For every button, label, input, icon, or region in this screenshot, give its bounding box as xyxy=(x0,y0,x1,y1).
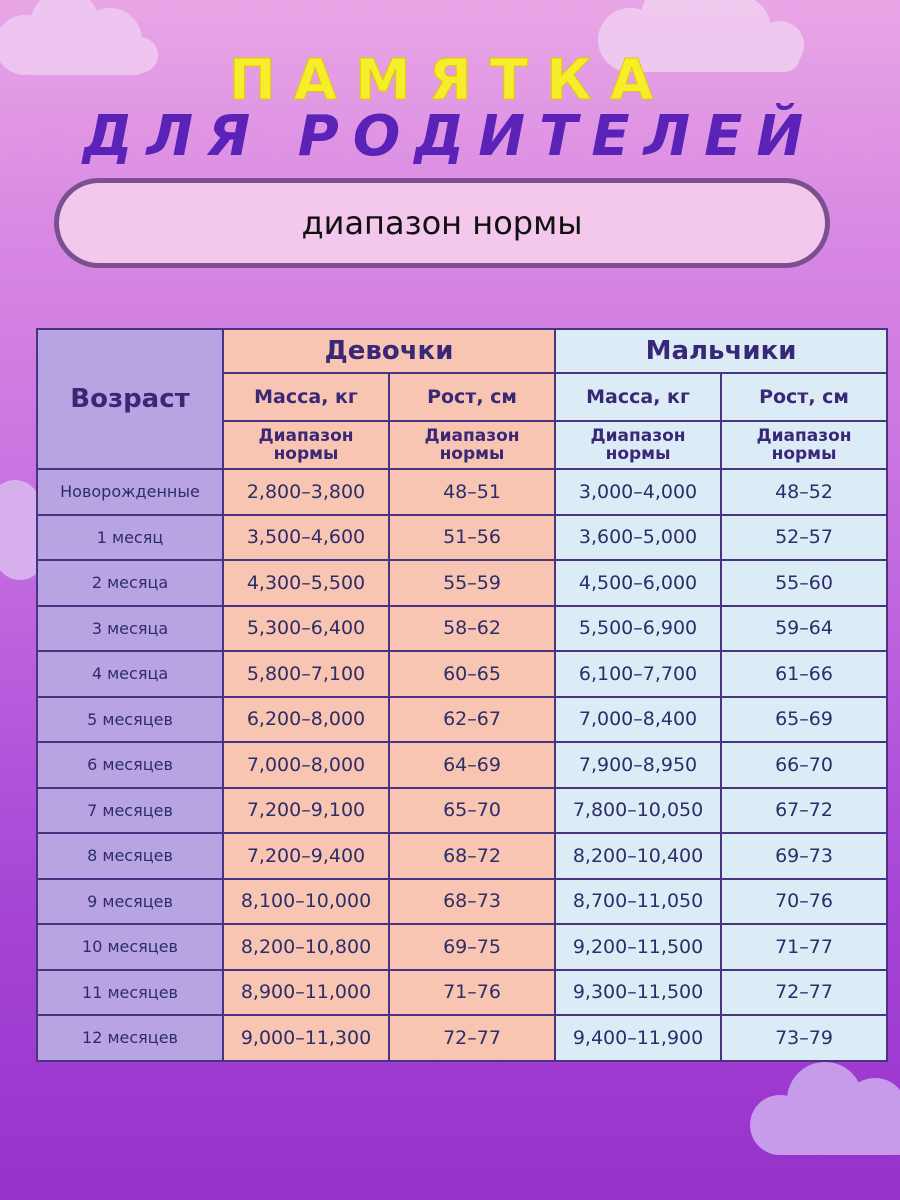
boys-height-cell: 73–79 xyxy=(721,1015,887,1061)
table-row xyxy=(37,606,887,652)
table-row xyxy=(37,742,887,788)
boys-mass-cell: 7,000–8,400 xyxy=(555,697,721,743)
table-row xyxy=(37,788,887,834)
boys-mass-cell: 5,500–6,900 xyxy=(555,606,721,652)
boys-height-cell: 67–72 xyxy=(721,788,887,834)
girls-header: Девочки xyxy=(223,329,555,373)
girls-mass-cell: 7,000–8,000 xyxy=(223,742,389,788)
table-row xyxy=(37,515,887,561)
age-cell: 3 месяца xyxy=(37,606,223,652)
girls-mass-cell: 3,500–4,600 xyxy=(223,515,389,561)
boys-mass-cell: 9,400–11,900 xyxy=(555,1015,721,1061)
girls-height-cell: 69–75 xyxy=(389,924,555,970)
boys-mass-cell: 8,200–10,400 xyxy=(555,833,721,879)
age-cell: 7 месяцев xyxy=(37,788,223,834)
girls-mass-header: Масса, кг xyxy=(223,373,389,421)
table-row xyxy=(37,469,887,515)
girls-mass-range-label: Диапазон нормы xyxy=(223,421,389,469)
girls-mass-cell: 7,200–9,400 xyxy=(223,833,389,879)
boys-height-cell: 55–60 xyxy=(721,560,887,606)
age-cell: 6 месяцев xyxy=(37,742,223,788)
girls-height-cell: 71–76 xyxy=(389,970,555,1016)
girls-height-cell: 64–69 xyxy=(389,742,555,788)
age-cell: 10 месяцев xyxy=(37,924,223,970)
girls-mass-cell: 8,900–11,000 xyxy=(223,970,389,1016)
table-row xyxy=(37,833,887,879)
age-header: Возраст xyxy=(37,329,223,469)
girls-height-cell: 72–77 xyxy=(389,1015,555,1061)
boys-height-range-label: Диапазон нормы xyxy=(721,421,887,469)
girls-mass-cell: 9,000–11,300 xyxy=(223,1015,389,1061)
boys-header: Мальчики xyxy=(555,329,887,373)
table-row xyxy=(37,879,887,925)
table-row xyxy=(37,560,887,606)
girls-mass-cell: 8,100–10,000 xyxy=(223,879,389,925)
age-cell: 9 месяцев xyxy=(37,879,223,925)
boys-mass-cell: 4,500–6,000 xyxy=(555,560,721,606)
boys-mass-cell: 7,800–10,050 xyxy=(555,788,721,834)
range-banner-text: диапазон нормы xyxy=(301,204,583,242)
table-row xyxy=(37,970,887,1016)
girls-height-cell: 68–72 xyxy=(389,833,555,879)
girls-mass-cell: 7,200–9,100 xyxy=(223,788,389,834)
boys-mass-range-label: Диапазон нормы xyxy=(555,421,721,469)
girls-height-header: Рост, см xyxy=(389,373,555,421)
boys-mass-cell: 7,900–8,950 xyxy=(555,742,721,788)
growth-norms-table xyxy=(36,328,888,1062)
girls-height-cell: 62–67 xyxy=(389,697,555,743)
boys-mass-cell: 3,600–5,000 xyxy=(555,515,721,561)
girls-mass-cell: 5,300–6,400 xyxy=(223,606,389,652)
age-cell: 5 месяцев xyxy=(37,697,223,743)
boys-height-header: Рост, см xyxy=(721,373,887,421)
girls-mass-cell: 4,300–5,500 xyxy=(223,560,389,606)
girls-height-cell: 60–65 xyxy=(389,651,555,697)
boys-mass-cell: 8,700–11,050 xyxy=(555,879,721,925)
girls-height-cell: 51–56 xyxy=(389,515,555,561)
boys-height-cell: 71–77 xyxy=(721,924,887,970)
boys-mass-cell: 9,300–11,500 xyxy=(555,970,721,1016)
girls-height-cell: 55–59 xyxy=(389,560,555,606)
boys-height-cell: 48–52 xyxy=(721,469,887,515)
age-cell: 1 месяц xyxy=(37,515,223,561)
age-cell: 11 месяцев xyxy=(37,970,223,1016)
boys-height-cell: 70–76 xyxy=(721,879,887,925)
age-cell: Новорожденные xyxy=(37,469,223,515)
boys-mass-header: Масса, кг xyxy=(555,373,721,421)
boys-mass-cell: 6,100–7,700 xyxy=(555,651,721,697)
boys-height-cell: 52–57 xyxy=(721,515,887,561)
age-cell: 4 месяца xyxy=(37,651,223,697)
cloud-bottom-right-icon xyxy=(745,1055,900,1165)
age-cell: 8 месяцев xyxy=(37,833,223,879)
boys-height-cell: 59–64 xyxy=(721,606,887,652)
girls-height-range-label: Диапазон нормы xyxy=(389,421,555,469)
table-row xyxy=(37,924,887,970)
girls-height-cell: 48–51 xyxy=(389,469,555,515)
title-line-1: ПАМЯТКА xyxy=(228,48,672,113)
girls-height-cell: 68–73 xyxy=(389,879,555,925)
title-line-2: ДЛЯ РОДИТЕЛЕЙ xyxy=(82,104,818,169)
boys-height-cell: 72–77 xyxy=(721,970,887,1016)
age-cell: 2 месяца xyxy=(37,560,223,606)
table-row xyxy=(37,1015,887,1061)
boys-mass-cell: 3,000–4,000 xyxy=(555,469,721,515)
girls-mass-cell: 2,800–3,800 xyxy=(223,469,389,515)
girls-mass-cell: 6,200–8,000 xyxy=(223,697,389,743)
girls-mass-cell: 5,800–7,100 xyxy=(223,651,389,697)
girls-mass-cell: 8,200–10,800 xyxy=(223,924,389,970)
girls-height-cell: 65–70 xyxy=(389,788,555,834)
range-banner xyxy=(54,178,830,268)
table-row xyxy=(37,651,887,697)
girls-height-cell: 58–62 xyxy=(389,606,555,652)
boys-height-cell: 65–69 xyxy=(721,697,887,743)
age-cell: 12 месяцев xyxy=(37,1015,223,1061)
boys-height-cell: 66–70 xyxy=(721,742,887,788)
boys-height-cell: 61–66 xyxy=(721,651,887,697)
table-row xyxy=(37,697,887,743)
boys-mass-cell: 9,200–11,500 xyxy=(555,924,721,970)
boys-height-cell: 69–73 xyxy=(721,833,887,879)
